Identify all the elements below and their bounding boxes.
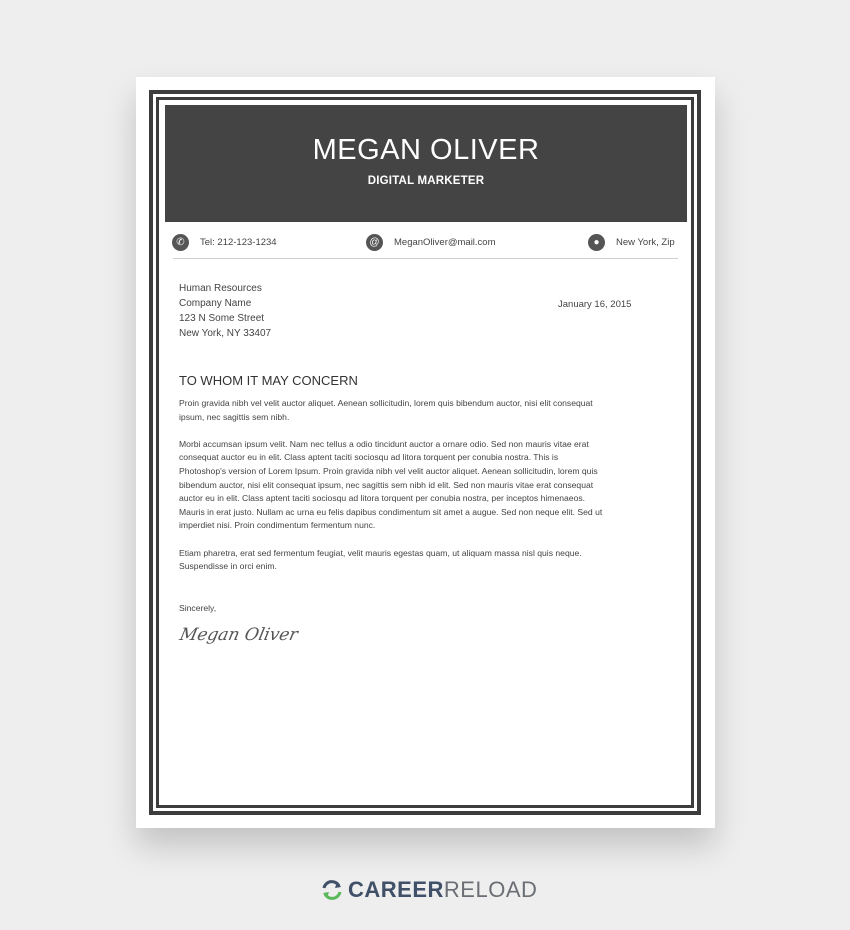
address-line: 123 N Some Street (179, 313, 265, 324)
paragraph (179, 397, 602, 424)
logo-text-career: CAREER (348, 877, 444, 902)
line: Suspendisse in orci enim. (179, 561, 277, 572)
letter-date: January 16, 2015 (558, 299, 632, 310)
phone-icon: ✆ (172, 234, 189, 251)
line: Mauris in erat justo. Nullam ac urna eu felis dapibus condimentum sit amet a augue. Sed non neque elit. Sed ut (179, 506, 603, 517)
line: Etiam pharetra, erat sed fermentum feugiat, velit mauris egestas quam, ut aliquam massa nisl quis neque. (179, 547, 582, 558)
careerreload-logo (320, 877, 537, 903)
line: imperdiet nisi. Proin condimentum fermentum nunc. (179, 520, 376, 531)
reload-icon (320, 879, 344, 901)
contact-location (588, 232, 675, 252)
applicant-role: DIGITAL MARKETER (367, 175, 485, 187)
address-line: Human Resources (179, 283, 262, 294)
signature: Megan Oliver (177, 625, 300, 645)
contact-phone (172, 232, 277, 252)
recipient-address (179, 281, 271, 341)
address-line: New York, NY 33407 (179, 328, 272, 339)
line: Morbi accumsan ipsum velit. Nam nec tellus a odio tincidunt auctor a ornare odio. Sed non mauris vitae erat (179, 438, 589, 449)
line: bibendum auctor, nisi elit consequat ipsum, nec sagittis sem nibh id elit. Sed non mauris vitae erat consequat (179, 479, 594, 490)
letter-header (165, 105, 687, 222)
letter-page (136, 77, 715, 828)
contact-email (366, 232, 496, 252)
paragraph (179, 547, 602, 574)
closing: Sincerely, (179, 603, 217, 613)
paragraph (179, 438, 602, 533)
phone-text: Tel: 212-123-1234 (200, 236, 277, 248)
line: Photoshop's version of Lorem Ipsum. Proin gravida nibh vel velit auctor aliquet. Aenean sollicitudin, lorem quis (179, 465, 598, 476)
line: auctor eu in elit. Class aptent taciti sociosqu ad litora torquent per conubia nostra, per inceptos himenaeos. (179, 493, 586, 504)
location-text: New York, Zip (616, 236, 675, 248)
line: ipsum, nec sagittis sem nibh. (179, 411, 290, 422)
email-icon: @ (366, 234, 383, 251)
email-text: MeganOliver@mail.com (394, 236, 496, 248)
divider (173, 258, 678, 259)
salutation: TO WHOM IT MAY CONCERN (179, 373, 358, 388)
logo-text-reload: RELOAD (443, 877, 538, 902)
letter-body (179, 397, 602, 587)
address-line: Company Name (179, 298, 252, 309)
line: Proin gravida nibh vel velit auctor aliquet. Aenean sollicitudin, lorem quis bibendum auctor, nisi elit consequat (179, 398, 593, 408)
applicant-name: MEGAN OLIVER (312, 134, 540, 166)
location-pin-icon: ● (588, 234, 605, 251)
line: consequat auctor eu in elit. Class aptent taciti sociosqu ad litora torquent per conubia nostra. This is (179, 452, 559, 463)
